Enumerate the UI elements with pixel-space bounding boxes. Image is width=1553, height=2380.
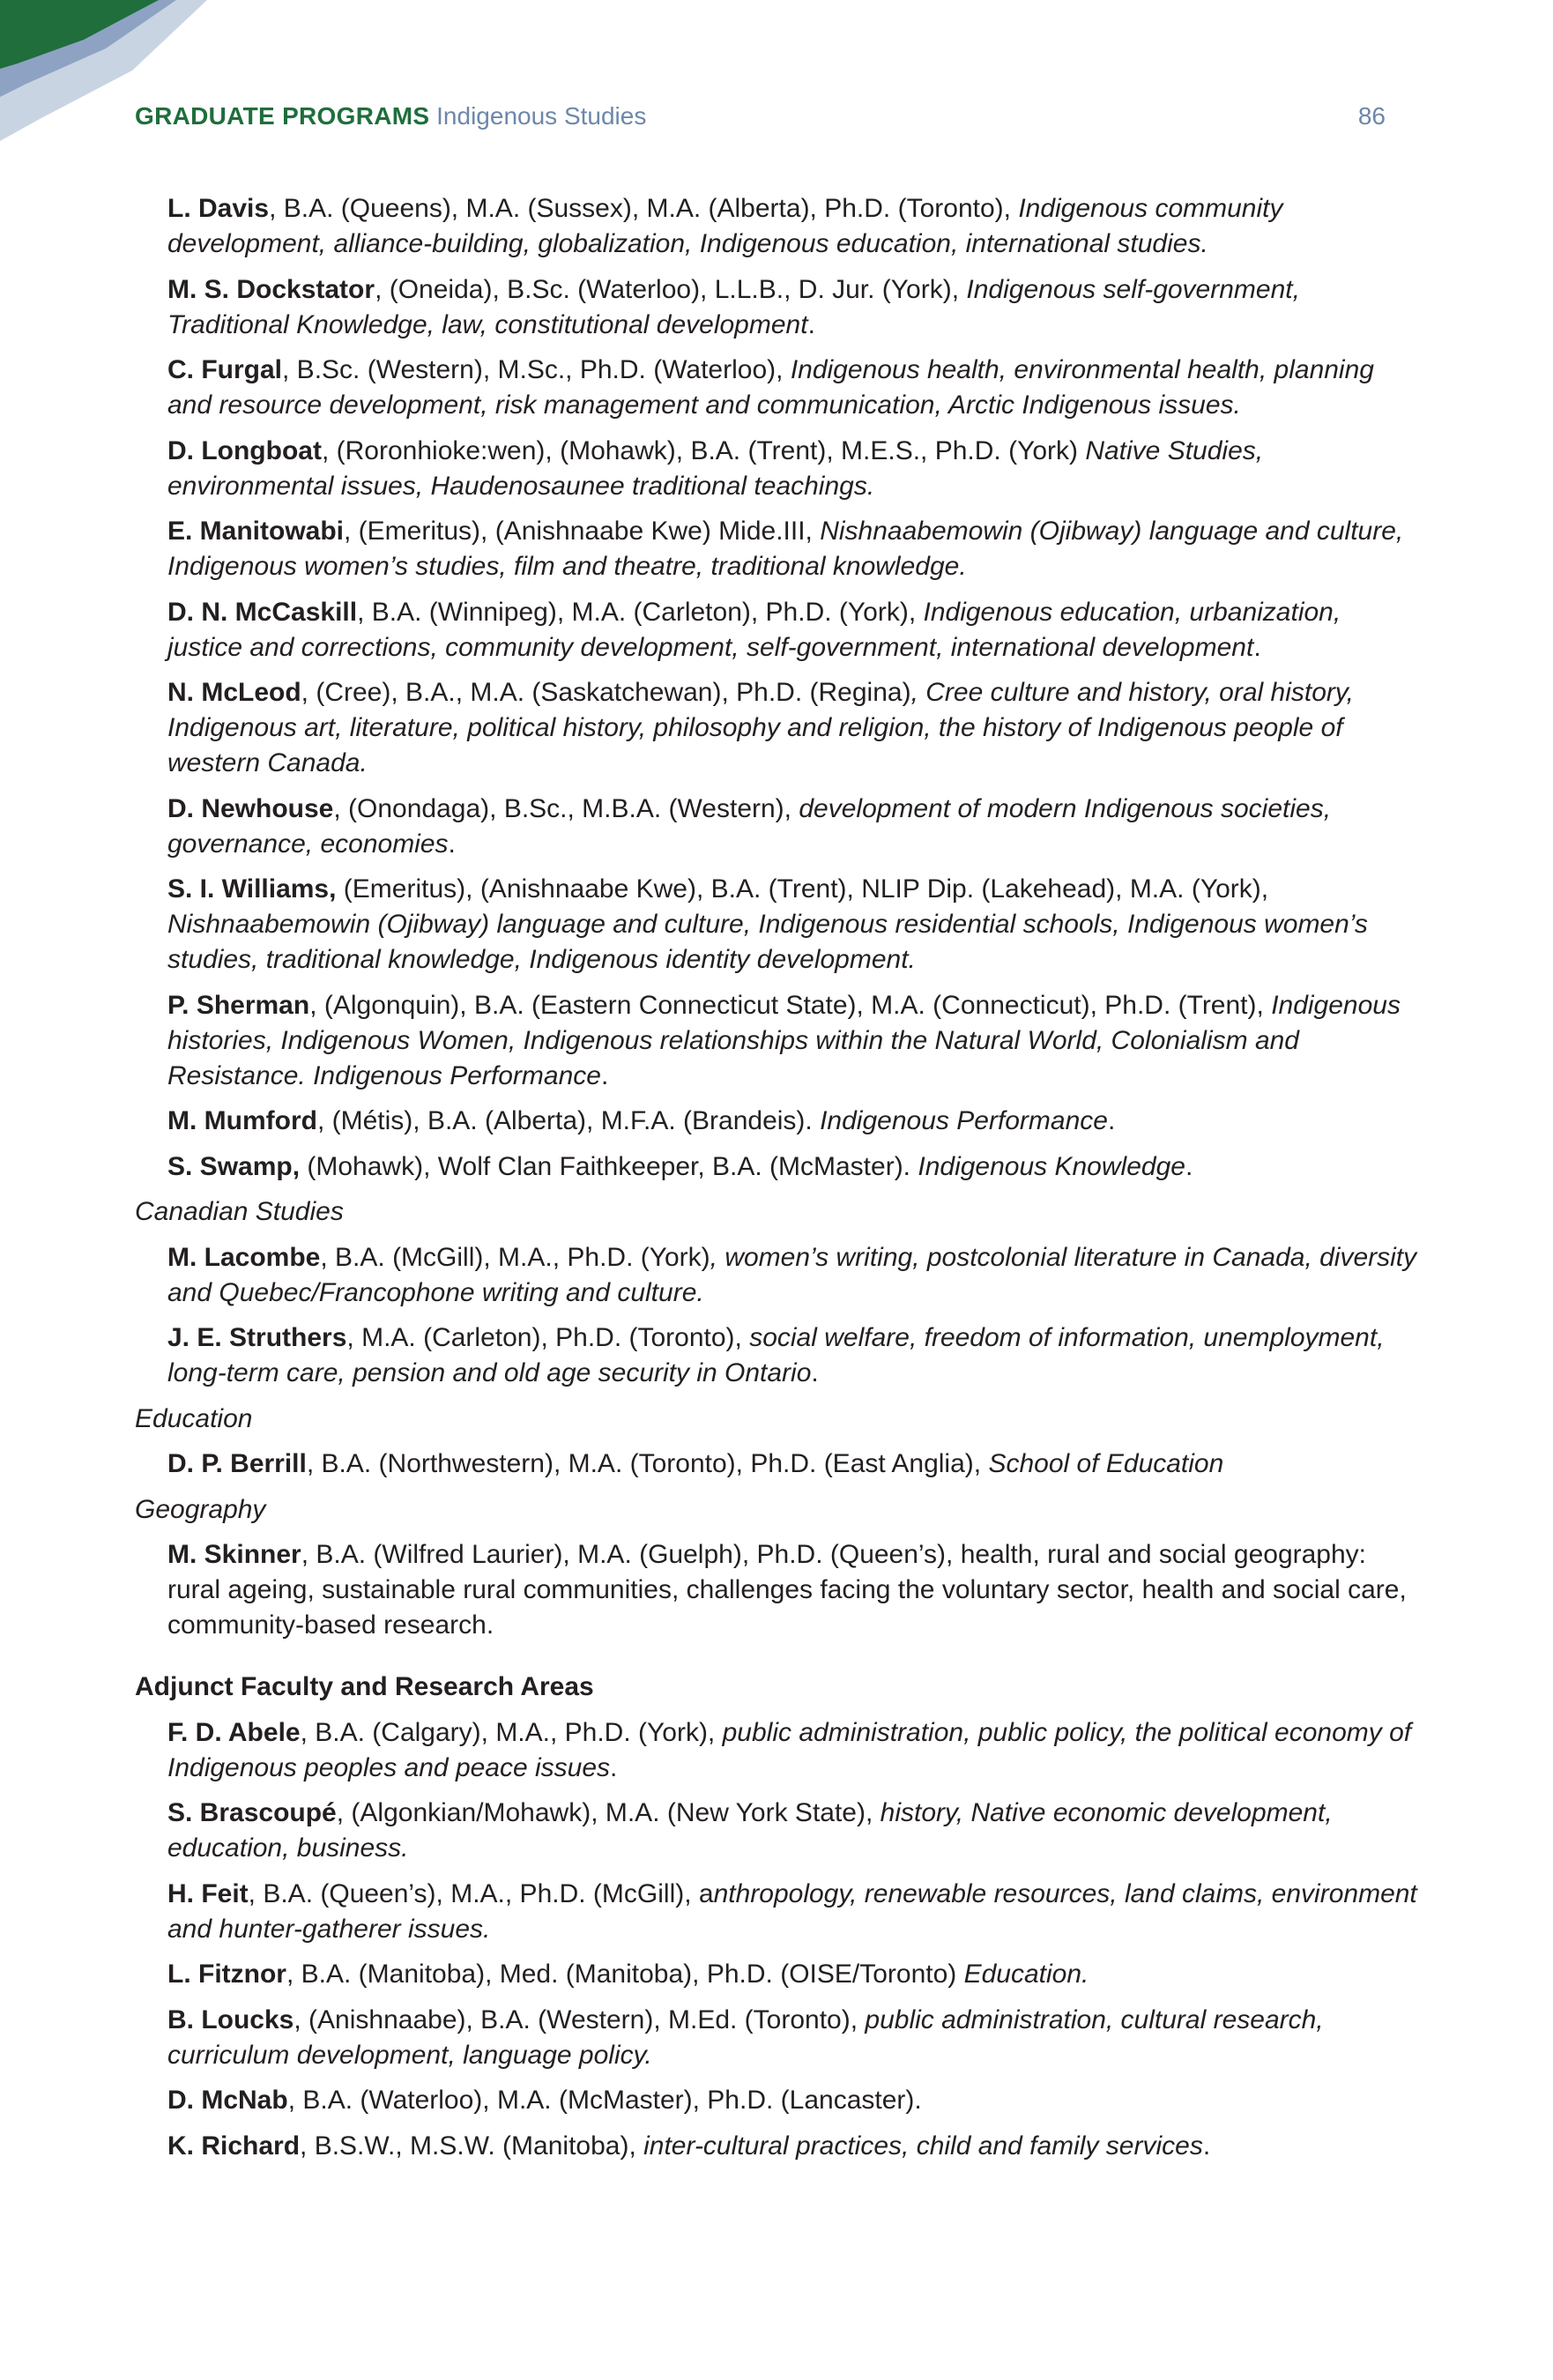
faculty-areas: Indigenous histories, Indigenous Women, Indigenous relationships within the Natural World, Colonialism and Resistance. Indigenous Performance	[167, 990, 1401, 1090]
faculty-entry	[167, 353, 1422, 423]
faculty-name: C. Furgal	[167, 355, 283, 384]
faculty-tail: .	[610, 1752, 618, 1782]
faculty-details: , B.Sc. (Western), M.Sc., Ph.D. (Waterloo),	[282, 355, 791, 384]
faculty-areas: development of modern Indigenous societies, governance, economies	[167, 793, 1332, 859]
faculty-entry	[167, 792, 1422, 862]
faculty-entry	[167, 872, 1422, 978]
faculty-details: , B.A. (Wilfred Laurier), M.A. (Guelph), Ph.D. (Queen’s), health, rural and social geography: rural ageing, sustainable rural communities, challenges facing the voluntary sector, health and social care, community-based research.	[167, 1540, 1407, 1640]
faculty-name: L. Fitznor	[167, 1960, 286, 1989]
faculty-areas: Indigenous health, environmental health, planning and resource development, risk management and communication, Arctic Indigenous issues.	[167, 355, 1374, 420]
faculty-details: , B.A. (Waterloo), M.A. (McMaster), Ph.D. (Lancaster).	[287, 2086, 922, 2115]
faculty-details: , (Anishnaabe), B.A. (Western), M.Ed. (Toronto),	[294, 2004, 866, 2034]
faculty-entry	[167, 1320, 1422, 1391]
faculty-details: , B.A. (Winnipeg), M.A. (Carleton), Ph.D. (York),	[357, 597, 924, 627]
faculty-tail: .	[1185, 1151, 1193, 1181]
faculty-entry	[167, 1447, 1422, 1482]
page-number: 86	[1357, 102, 1386, 130]
faculty-details: , B.A. (Northwestern), M.A. (Toronto), Ph.D. (East Anglia),	[306, 1449, 989, 1478]
faculty-details: , B.S.W., M.S.W. (Manitoba),	[300, 2131, 644, 2161]
faculty-name: M. S. Dockstator	[167, 274, 375, 304]
subheading-education: Education	[135, 1403, 253, 1433]
faculty-name: S. Brascoupé	[167, 1798, 337, 1827]
faculty-entry	[167, 595, 1422, 666]
faculty-name: E. Manitowabi	[167, 517, 345, 546]
faculty-details: (Mohawk), Wolf Clan Faithkeeper, B.A. (McMaster).	[300, 1151, 918, 1181]
faculty-name: D. Longboat	[167, 435, 322, 465]
faculty-entry	[167, 2083, 1422, 2118]
faculty-areas: Indigenous Performance	[820, 1106, 1108, 1135]
faculty-name: N. McLeod	[167, 678, 301, 707]
faculty-areas: School of Education	[988, 1449, 1224, 1478]
faculty-name: M. Lacombe	[167, 1242, 321, 1272]
faculty-areas: Native Studies, environmental issues, Haudenosaunee traditional teachings.	[167, 435, 1264, 501]
faculty-areas: Indigenous community development, alliance-building, globalization, Indigenous education, international studies.	[167, 194, 1283, 258]
faculty-name: F. D. Abele	[167, 1717, 301, 1747]
header-section: Indigenous Studies	[436, 102, 647, 130]
faculty-entry	[167, 1149, 1422, 1185]
faculty-details: , M.A. (Carleton), Ph.D. (Toronto),	[346, 1323, 750, 1352]
faculty-entry	[167, 1240, 1422, 1311]
faculty-details: , B.A. (Calgary), M.A., Ph.D. (York),	[300, 1717, 723, 1747]
faculty-entry	[167, 514, 1422, 584]
faculty-name: L. Davis	[167, 194, 270, 223]
faculty-areas: public administration, public policy, the political economy of Indigenous peoples and peace issues	[167, 1717, 1412, 1782]
faculty-entry	[167, 1877, 1422, 1947]
faculty-tail: .	[1253, 632, 1261, 662]
faculty-entry	[167, 2129, 1422, 2164]
faculty-areas: Nishnaabemowin (Ojibway) language and culture, Indigenous residential schools, Indigenous women’s studies, traditional knowledge, Indigenous identity development.	[167, 910, 1368, 974]
faculty-details: , B.A. (Queen’s), M.A., Ph.D. (McGill), a	[248, 1878, 714, 1908]
header-kicker: GRADUATE PROGRAMS	[135, 102, 430, 130]
faculty-areas: Indigenous education, urbanization, justice and corrections, community development, self-government, international development	[167, 597, 1341, 662]
faculty-areas: social welfare, freedom of information, unemployment, long-term care, pension and old age security in Ontario	[167, 1323, 1385, 1387]
faculty-name: P. Sherman	[167, 990, 310, 1020]
faculty-name: D. P. Berrill	[167, 1449, 307, 1478]
faculty-name: H. Feit	[167, 1878, 249, 1908]
faculty-areas: Nishnaabemowin (Ojibway) language and culture, Indigenous women’s studies, film and theatre, traditional knowledge.	[167, 517, 1404, 581]
subheading-canadian-studies: Canadian Studies	[135, 1197, 344, 1226]
faculty-details: (Emeritus), (Anishnaabe Kwe), B.A. (Trent), NLIP Dip. (Lakehead), M.A. (York),	[336, 874, 1269, 904]
faculty-tail: .	[600, 1060, 609, 1090]
faculty-details: , (Emeritus), (Anishnaabe Kwe) Mide.III,	[344, 517, 821, 546]
faculty-tail: .	[1107, 1106, 1116, 1135]
adjunct-heading: Adjunct Faculty and Research Areas	[135, 1672, 594, 1701]
faculty-name: K. Richard	[167, 2131, 301, 2161]
faculty-tail: .	[807, 309, 815, 339]
faculty-details: , B.A. (McGill), M.A., Ph.D. (York)	[320, 1242, 710, 1272]
faculty-name: M. Mumford	[167, 1106, 317, 1135]
faculty-areas: inter-cultural practices, child and family services	[643, 2131, 1203, 2161]
subheading-geography: Geography	[135, 1494, 266, 1524]
faculty-name: S. I. Williams,	[167, 874, 337, 904]
faculty-areas: , Cree culture and history, oral history, Indigenous art, literature, political history, philosophy and religion, the history of Indigenous people of western Canada.	[167, 678, 1354, 777]
faculty-entry	[167, 1104, 1422, 1139]
faculty-entry	[167, 675, 1422, 781]
faculty-entry	[167, 1715, 1422, 1786]
faculty-areas: Indigenous self-government, Traditional Knowledge, law, constitutional development	[167, 274, 1300, 339]
faculty-listing	[135, 191, 1422, 2174]
faculty-entry	[167, 1796, 1422, 1866]
faculty-areas: public administration, cultural research, curriculum development, language policy.	[167, 2004, 1324, 2070]
faculty-entry	[167, 1537, 1422, 1643]
faculty-details: , (Roronhioke:wen), (Mohawk), B.A. (Trent), M.E.S., Ph.D. (York)	[321, 435, 1086, 465]
faculty-entry	[167, 272, 1422, 343]
faculty-details: , B.A. (Manitoba), Med. (Manitoba), Ph.D. (OISE/Toronto)	[286, 1960, 964, 1989]
faculty-details: , (Oneida), B.Sc. (Waterloo), L.L.B., D. Jur. (York),	[375, 274, 967, 304]
page-header	[135, 99, 1386, 134]
faculty-name: B. Loucks	[167, 2004, 294, 2034]
faculty-details: , (Algonkian/Mohawk), M.A. (New York State),	[336, 1798, 881, 1827]
faculty-entry	[167, 988, 1422, 1094]
faculty-name: D. Newhouse	[167, 793, 334, 823]
faculty-name: J. E. Struthers	[167, 1323, 347, 1352]
faculty-details: , B.A. (Queens), M.A. (Sussex), M.A. (Alberta), Ph.D. (Toronto),	[269, 194, 1019, 223]
faculty-details: , (Onondaga), B.Sc., M.B.A. (Western),	[333, 793, 799, 823]
faculty-details: , (Métis), B.A. (Alberta), M.F.A. (Brandeis).	[316, 1106, 821, 1135]
faculty-areas: , women’s writing, postcolonial literature in Canada, diversity and Quebec/Francophone writing and culture.	[167, 1242, 1417, 1307]
faculty-name: S. Swamp,	[167, 1151, 301, 1181]
faculty-areas: Indigenous Knowledge	[918, 1151, 1185, 1181]
faculty-name: D. McNab	[167, 2086, 288, 2115]
faculty-entry	[167, 191, 1422, 262]
faculty-tail: .	[1202, 2131, 1211, 2161]
faculty-entry	[167, 1957, 1422, 1992]
faculty-tail: .	[811, 1358, 819, 1387]
faculty-tail: .	[448, 829, 456, 859]
faculty-areas: history, Native economic development, education, business.	[167, 1798, 1333, 1863]
faculty-name: D. N. McCaskill	[167, 597, 358, 627]
faculty-entry	[167, 2003, 1422, 2073]
faculty-name: M. Skinner	[167, 1540, 301, 1569]
faculty-areas: nthropology, renewable resources, land claims, environment and hunter-gatherer issues.	[167, 1878, 1417, 1944]
faculty-entry	[167, 434, 1422, 504]
corner-decoration	[0, 0, 264, 159]
faculty-details: , (Cree), B.A., M.A. (Saskatchewan), Ph.D. (Regina)	[301, 678, 911, 707]
faculty-areas: Education.	[963, 1960, 1089, 1989]
faculty-details: , (Algonquin), B.A. (Eastern Connecticut State), M.A. (Connecticut), Ph.D. (Trent),	[309, 990, 1272, 1020]
